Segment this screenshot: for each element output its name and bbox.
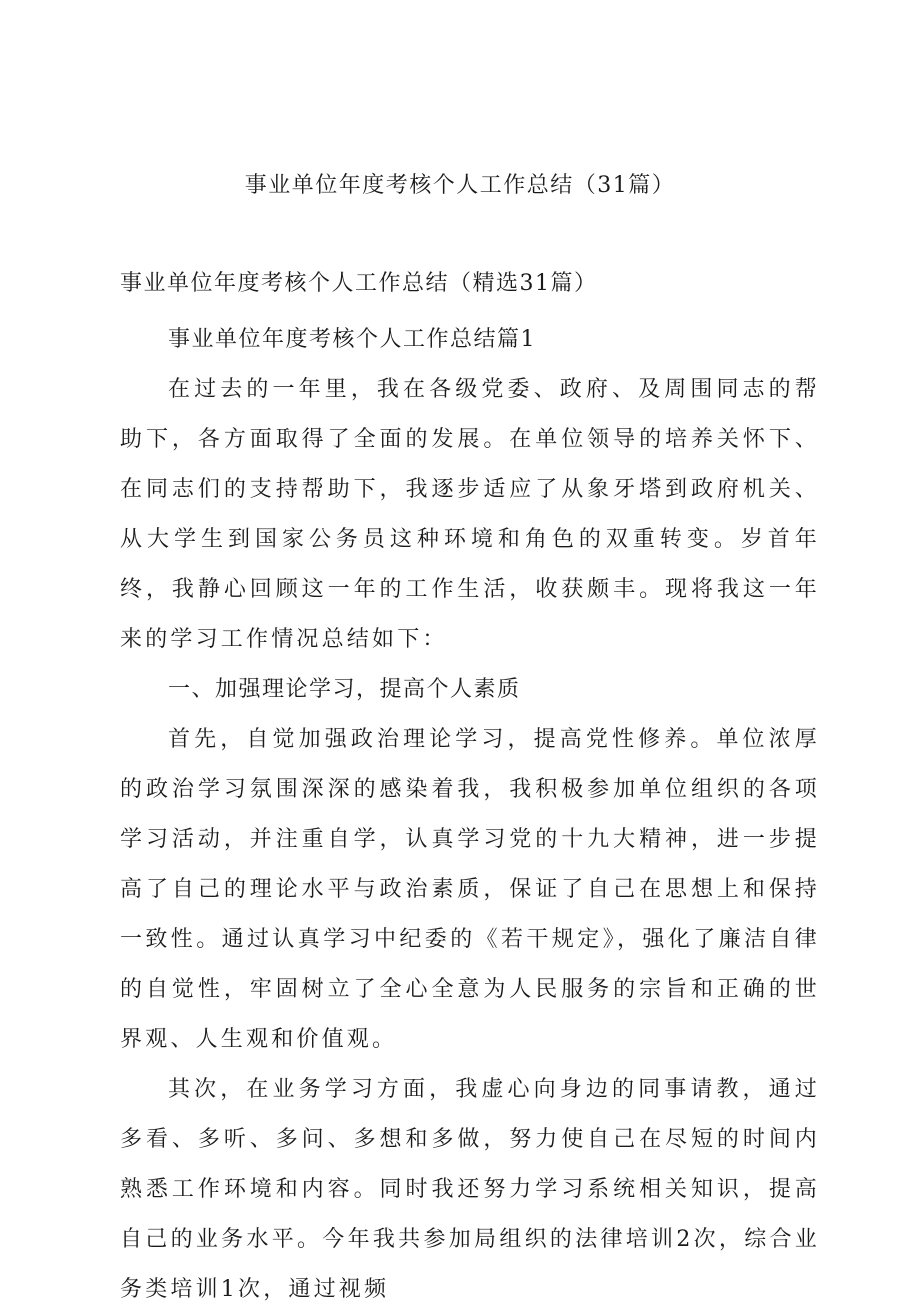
section-heading-1: 一、加强理论学习，提高个人素质 [168, 677, 521, 702]
paragraph-political-study: 首先，自觉加强政治理论学习，提高党性修养。单位浓厚的政治学习氛围深深的感染着我，我积极参加单位组织的各项学习活动，并注重自学，认真学习党的十九大精神，进一步提高了自己的理论水平与政治素质，保证了自己在思想上和保持一致性。通过认真学习中纪委的《若干规定》，强化了廉洁自律的自觉性，牢固树立了全心全意为人民服务的宗旨和正确的世界观、人生观和价值观。 [120, 727, 820, 1052]
document-subtitle: 事业单位年度考核个人工作总结（精选31篇） [120, 271, 598, 296]
section-title: 事业单位年度考核个人工作总结篇1 [168, 327, 536, 352]
document-title: 事业单位年度考核个人工作总结（31篇） [244, 173, 676, 198]
paragraph-intro: 在过去的一年里，我在各级党委、政府、及周围同志的帮助下，各方面取得了全面的发展。在单位领导的培养关怀下、在同志们的支持帮助下，我逐步适应了从象牙塔到政府机关、从大学生到国家公务员这种环境和角色的双重转变。岁首年终，我静心回顾这一年的工作生活，收获颇丰。现将我这一年来的学习工作情况总结如下： [120, 377, 820, 652]
document-body [120, 315, 820, 1315]
paragraph-business-study: 其次，在业务学习方面，我虚心向身边的同事请教，通过多看、多听、多问、多想和多做，努力使自己在尽短的时间内熟悉工作环境和内容。同时我还努力学习系统相关知识，提高自己的业务水平。今年我共参加局组织的法律培训2次，综合业务类培训1次，通过视频 [120, 1077, 820, 1302]
